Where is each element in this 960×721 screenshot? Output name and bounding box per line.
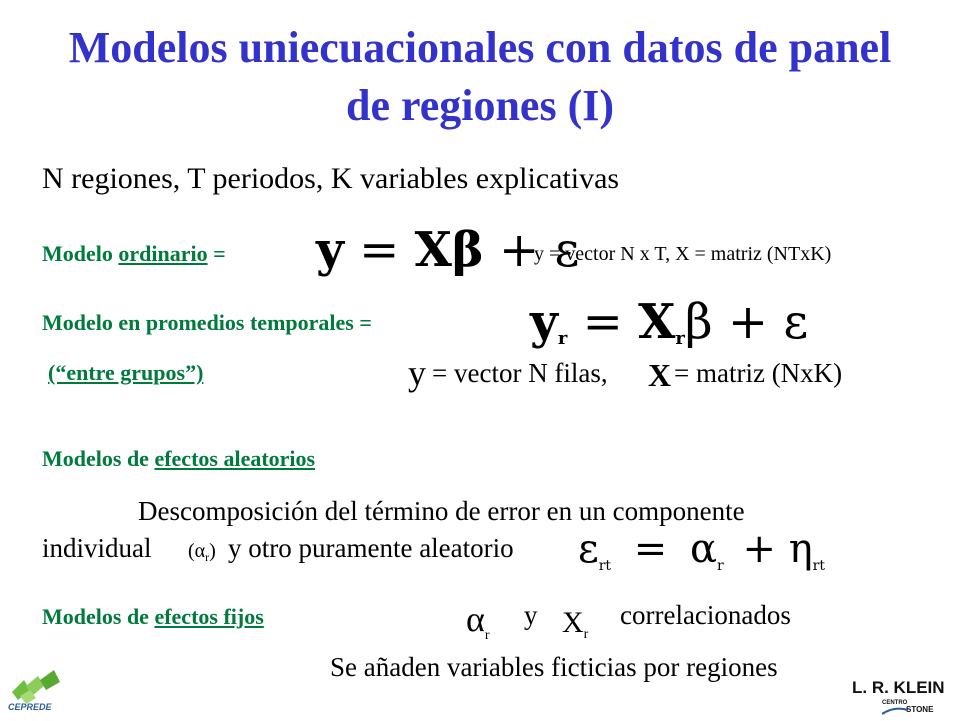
subtitle: N regiones, T periodos, K variables explicativas [42,162,620,195]
slide-title-line-2: de regiones (I) [345,81,615,130]
temporal-note-2: = matriz (NxK) [674,358,843,388]
temporal-formula-eq: = [567,294,639,350]
between-groups-label: (“entre grupos”) [48,360,204,385]
eq-eps-sub: rt [598,558,612,574]
ordinary-suffix: = [207,241,226,266]
fixed-correlated: correlacionados [620,600,791,630]
temporal-note-1: = vector N filas, [432,358,608,388]
ceprede-logo [6,666,76,716]
random-desc-prefix: individual [42,533,152,563]
alpha-open: (α [188,540,206,562]
ceprede-logo-text: CEPREDE [8,702,52,712]
fixed-alpha-sub: r [484,628,490,643]
fixed-and: y [524,600,538,630]
ordinary-note: y = vector N x T, X = matriz (NTxK) [534,243,832,265]
alpha-sub: r [205,550,210,564]
temporal-formula-X: X [638,294,676,350]
temporal-formula [530,294,808,350]
temporal-formula-rest: β + ε [684,294,809,350]
random-effects-label [42,446,315,472]
random-link: efectos aleatorios [154,446,316,471]
klein-logo-swoosh-icon [882,706,912,716]
ordinary-formula-plus: + ε [483,222,580,278]
alpha-r-inline [188,540,216,565]
fixed-effects-label [42,604,264,630]
fixed-X [562,606,588,643]
eq-equals: = [633,526,668,572]
temporal-model-label: Modelo en promedios temporales = [42,310,372,335]
klein-logo-sub1: CENTRO [882,700,908,706]
eq-alpha: α [690,526,718,572]
temporal-formula-y: y [530,294,558,350]
eq-eps: ε [578,526,599,572]
eq-plus: + [742,526,776,572]
temporal-formula-sub: r [557,328,568,349]
alpha-close: ) [209,540,216,562]
eq-alpha-sub: r [717,558,724,574]
random-prefix: Modelos de [42,446,155,471]
fixed-prefix: Modelos de [42,604,155,629]
fixed-alpha [466,598,490,644]
random-desc-middle: y otro puramente aleatorio [228,533,514,563]
fixed-link: efectos fijos [154,604,264,629]
ordinary-formula-X: Xβ [414,222,484,278]
temporal-formula-X-sub: r [675,328,685,349]
ordinary-link: ordinario [118,241,208,266]
klein-logo-sub2: STONE [906,705,934,714]
random-formula [578,526,825,574]
klein-logo-text: L. R. KLEIN [852,678,945,697]
ordinary-formula-eq: = [343,222,415,278]
ordinary-prefix: Modelo [42,241,119,266]
fixed-note: Se añaden variables ficticias por regiones [330,652,778,682]
slide-title-line-1: Modelos uniecuacionales con datos de panel [68,23,892,72]
fixed-X-sub: r [583,627,589,642]
fixed-X-symbol: X [562,606,584,639]
eq-eta-sub: rt [812,558,825,574]
ordinary-formula-y: y [316,222,344,278]
klein-logo [852,678,956,718]
ordinary-model-label [42,241,226,267]
fixed-alpha-symbol: α [466,599,485,639]
y-bar-symbol: y [408,353,426,393]
x-bar-symbol: X [648,357,672,393]
random-desc-line-1: Descomposición del término de error en un componente [138,496,745,526]
eq-eta: η [788,526,813,572]
